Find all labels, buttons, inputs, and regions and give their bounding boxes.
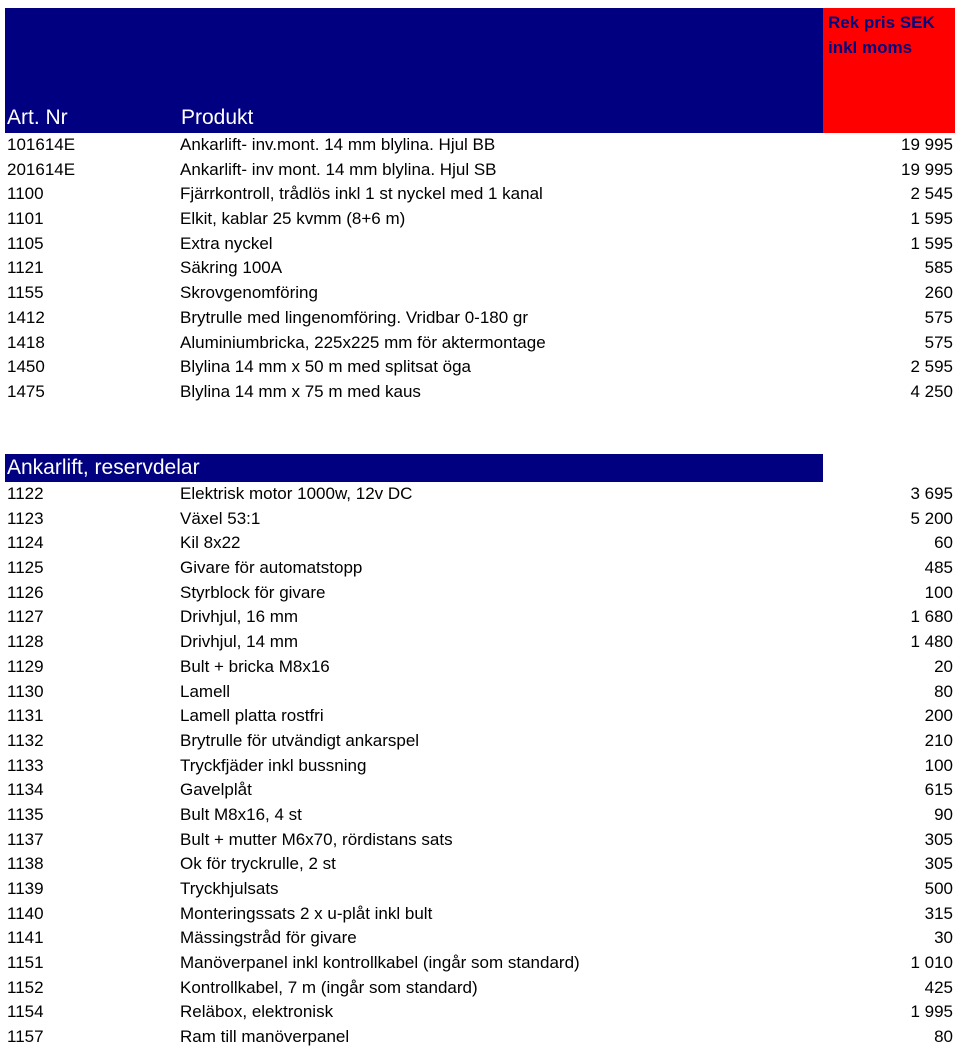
price-cell: 2 595: [910, 357, 953, 377]
price-cell: 575: [924, 332, 953, 352]
price-cell: 2 545: [910, 184, 953, 204]
table-row: [5, 803, 955, 828]
table-row: [5, 655, 955, 680]
product-name-cell: Manöverpanel inkl kontrollkabel (ingår som standard): [180, 953, 580, 973]
price-cell: 500: [924, 879, 953, 898]
price-cell: 19 995: [901, 135, 953, 154]
art-number-cell: 1127: [7, 607, 44, 627]
table-row: [5, 158, 955, 183]
product-name-cell: Brytrulle för utvändigt ankarspel: [180, 730, 420, 750]
price-cell: 425: [924, 977, 953, 997]
table-row: [5, 207, 955, 232]
product-name-cell: Fjärrkontroll, trådlös inkl 1 st nyckel med 1 kanal: [180, 184, 543, 204]
price-cell: 100: [924, 755, 953, 775]
art-number-cell: 1122: [7, 484, 44, 503]
table-row: [5, 852, 955, 877]
product-name-cell: Ankarlift- inv.mont. 14 mm blylina. Hjul BB: [180, 135, 496, 154]
price-cell: 200: [924, 706, 953, 726]
art-number-cell: 1105: [7, 233, 44, 253]
art-number-cell: 1151: [7, 953, 44, 973]
column-header-art-nr: Art. Nr: [7, 106, 68, 129]
art-number-cell: 1418: [7, 332, 45, 352]
table-row: [5, 778, 955, 803]
price-cell: 315: [924, 903, 953, 923]
table-row: [5, 1025, 955, 1050]
table-row: [5, 355, 955, 380]
price-cell: 3 695: [910, 484, 953, 503]
table-row: [5, 507, 955, 532]
art-number-cell: 1475: [7, 381, 45, 401]
product-name-cell: Tryckfjäder inkl bussning: [180, 755, 367, 775]
price-cell: 19 995: [901, 159, 953, 179]
price-cell: 80: [934, 681, 953, 701]
table-row: [5, 581, 955, 606]
table-row: [5, 182, 955, 207]
main-items-table: [5, 133, 955, 405]
table-row: [5, 380, 955, 405]
table-row: [5, 605, 955, 630]
product-name-cell: Drivhjul, 14 mm: [180, 632, 299, 652]
price-cell: 585: [924, 258, 953, 278]
header-band: [5, 8, 823, 133]
table-row: [5, 976, 955, 1001]
art-number-cell: 1128: [7, 632, 44, 652]
product-name-cell: Drivhjul, 16 mm: [180, 607, 299, 627]
art-number-cell: 1132: [7, 730, 44, 750]
table-row: [5, 281, 955, 306]
product-name-cell: Säkring 100A: [180, 258, 283, 278]
price-header-cell: [823, 8, 955, 133]
table-row: [5, 877, 955, 902]
art-number-cell: 1124: [7, 533, 44, 553]
price-cell: 20: [934, 656, 953, 676]
art-number-cell: 101614E: [7, 135, 76, 154]
price-cell: 575: [924, 307, 953, 327]
section-header-bar: [5, 454, 823, 482]
product-name-cell: Lamell: [180, 681, 231, 701]
product-name-cell: Blylina 14 mm x 50 m med splitsat öga: [180, 357, 472, 377]
price-cell: 485: [924, 558, 953, 578]
art-number-cell: 1154: [7, 1002, 44, 1022]
art-number-cell: 1412: [7, 307, 45, 327]
art-number-cell: 201614E: [7, 159, 76, 179]
price-cell: 615: [924, 780, 953, 800]
price-cell: 1 595: [910, 209, 953, 229]
table-row: [5, 951, 955, 976]
table-row: [5, 531, 955, 556]
table-row: [5, 133, 955, 158]
table-row: [5, 630, 955, 655]
price-cell: 4 250: [910, 381, 953, 401]
product-name-cell: Styrblock för givare: [180, 582, 326, 602]
product-name-cell: Lamell platta rostfri: [180, 706, 324, 726]
price-cell: 5 200: [910, 508, 953, 528]
table-row: [5, 256, 955, 281]
product-name-cell: Gavelplåt: [180, 780, 252, 800]
product-name-cell: Elkit, kablar 25 kvmm (8+6 m): [180, 209, 406, 229]
table-row: [5, 680, 955, 705]
art-number-cell: 1140: [7, 903, 44, 923]
table-row: [5, 902, 955, 927]
table-header: [5, 8, 955, 133]
product-name-cell: Extra nyckel: [180, 233, 273, 253]
product-name-cell: Växel 53:1: [180, 508, 261, 528]
art-number-cell: 1125: [7, 558, 44, 578]
product-name-cell: Givare för automatstopp: [180, 558, 363, 578]
art-number-cell: 1101: [7, 209, 44, 229]
art-number-cell: 1134: [7, 780, 44, 800]
price-header-line-1: Rek pris SEK: [828, 13, 935, 32]
price-cell: 80: [934, 1027, 953, 1047]
art-number-cell: 1157: [7, 1027, 44, 1047]
product-name-cell: Reläbox, elektronisk: [180, 1002, 334, 1022]
product-name-cell: Monteringssats 2 x u-plåt inkl bult: [180, 903, 433, 923]
price-cell: 305: [924, 829, 953, 849]
art-number-cell: 1139: [7, 879, 44, 898]
table-row: [5, 306, 955, 331]
art-number-cell: 1137: [7, 829, 44, 849]
column-header-price: [828, 10, 935, 60]
table-row: [5, 232, 955, 257]
art-number-cell: 1121: [7, 258, 44, 278]
table-row: [5, 828, 955, 853]
price-cell: 30: [934, 928, 953, 948]
price-cell: 260: [924, 283, 953, 303]
art-number-cell: 1135: [7, 804, 44, 824]
spare-parts-table: [5, 482, 955, 1050]
product-name-cell: Blylina 14 mm x 75 m med kaus: [180, 381, 421, 401]
table-row: [5, 926, 955, 951]
art-number-cell: 1133: [7, 755, 44, 775]
price-cell: 1 010: [910, 953, 953, 973]
product-name-cell: Aluminiumbricka, 225x225 mm för aktermontage: [180, 332, 546, 352]
product-name-cell: Brytrulle med lingenomföring. Vridbar 0-180 gr: [180, 307, 529, 327]
table-row: [5, 482, 955, 507]
table-row: [5, 1000, 955, 1025]
price-cell: 210: [924, 730, 953, 750]
art-number-cell: 1450: [7, 357, 45, 377]
price-cell: 100: [924, 582, 953, 602]
price-cell: 90: [934, 804, 953, 824]
art-number-cell: 1131: [7, 706, 44, 726]
price-cell: 1 995: [910, 1002, 953, 1022]
price-cell: 60: [934, 533, 953, 553]
table-row: [5, 331, 955, 356]
price-cell: 1 595: [910, 233, 953, 253]
price-cell: 1 480: [910, 632, 953, 652]
product-name-cell: Kontrollkabel, 7 m (ingår som standard): [180, 977, 478, 997]
column-header-product: Produkt: [181, 106, 254, 129]
art-number-cell: 1100: [7, 184, 44, 204]
product-name-cell: Bult M8x16, 4 st: [180, 804, 302, 824]
product-name-cell: Ram till manöverpanel: [180, 1027, 350, 1047]
product-name-cell: Mässingstråd för givare: [180, 928, 357, 948]
art-number-cell: 1126: [7, 582, 44, 602]
product-name-cell: Tryckhjulsats: [180, 879, 279, 898]
product-name-cell: Bult + bricka M8x16: [180, 656, 330, 676]
section-title: Ankarlift, reservdelar: [7, 456, 200, 479]
art-number-cell: 1155: [7, 283, 44, 303]
price-cell: 305: [924, 854, 953, 874]
table-row: [5, 556, 955, 581]
product-name-cell: Kil 8x22: [180, 533, 241, 553]
price-cell: 1 680: [910, 607, 953, 627]
product-name-cell: Ok för tryckrulle, 2 st: [180, 854, 336, 874]
art-number-cell: 1152: [7, 977, 44, 997]
art-number-cell: 1141: [7, 928, 44, 948]
product-name-cell: Elektrisk motor 1000w, 12v DC: [180, 484, 413, 503]
price-header-line-2: inkl moms: [828, 38, 913, 57]
art-number-cell: 1130: [7, 681, 44, 701]
table-row: [5, 704, 955, 729]
table-row: [5, 754, 955, 779]
art-number-cell: 1138: [7, 854, 44, 874]
product-name-cell: Bult + mutter M6x70, rördistans sats: [180, 829, 453, 849]
product-name-cell: Ankarlift- inv mont. 14 mm blylina. Hjul SB: [180, 159, 497, 179]
art-number-cell: 1123: [7, 508, 44, 528]
art-number-cell: 1129: [7, 656, 44, 676]
table-row: [5, 729, 955, 754]
product-name-cell: Skrovgenomföring: [180, 283, 318, 303]
